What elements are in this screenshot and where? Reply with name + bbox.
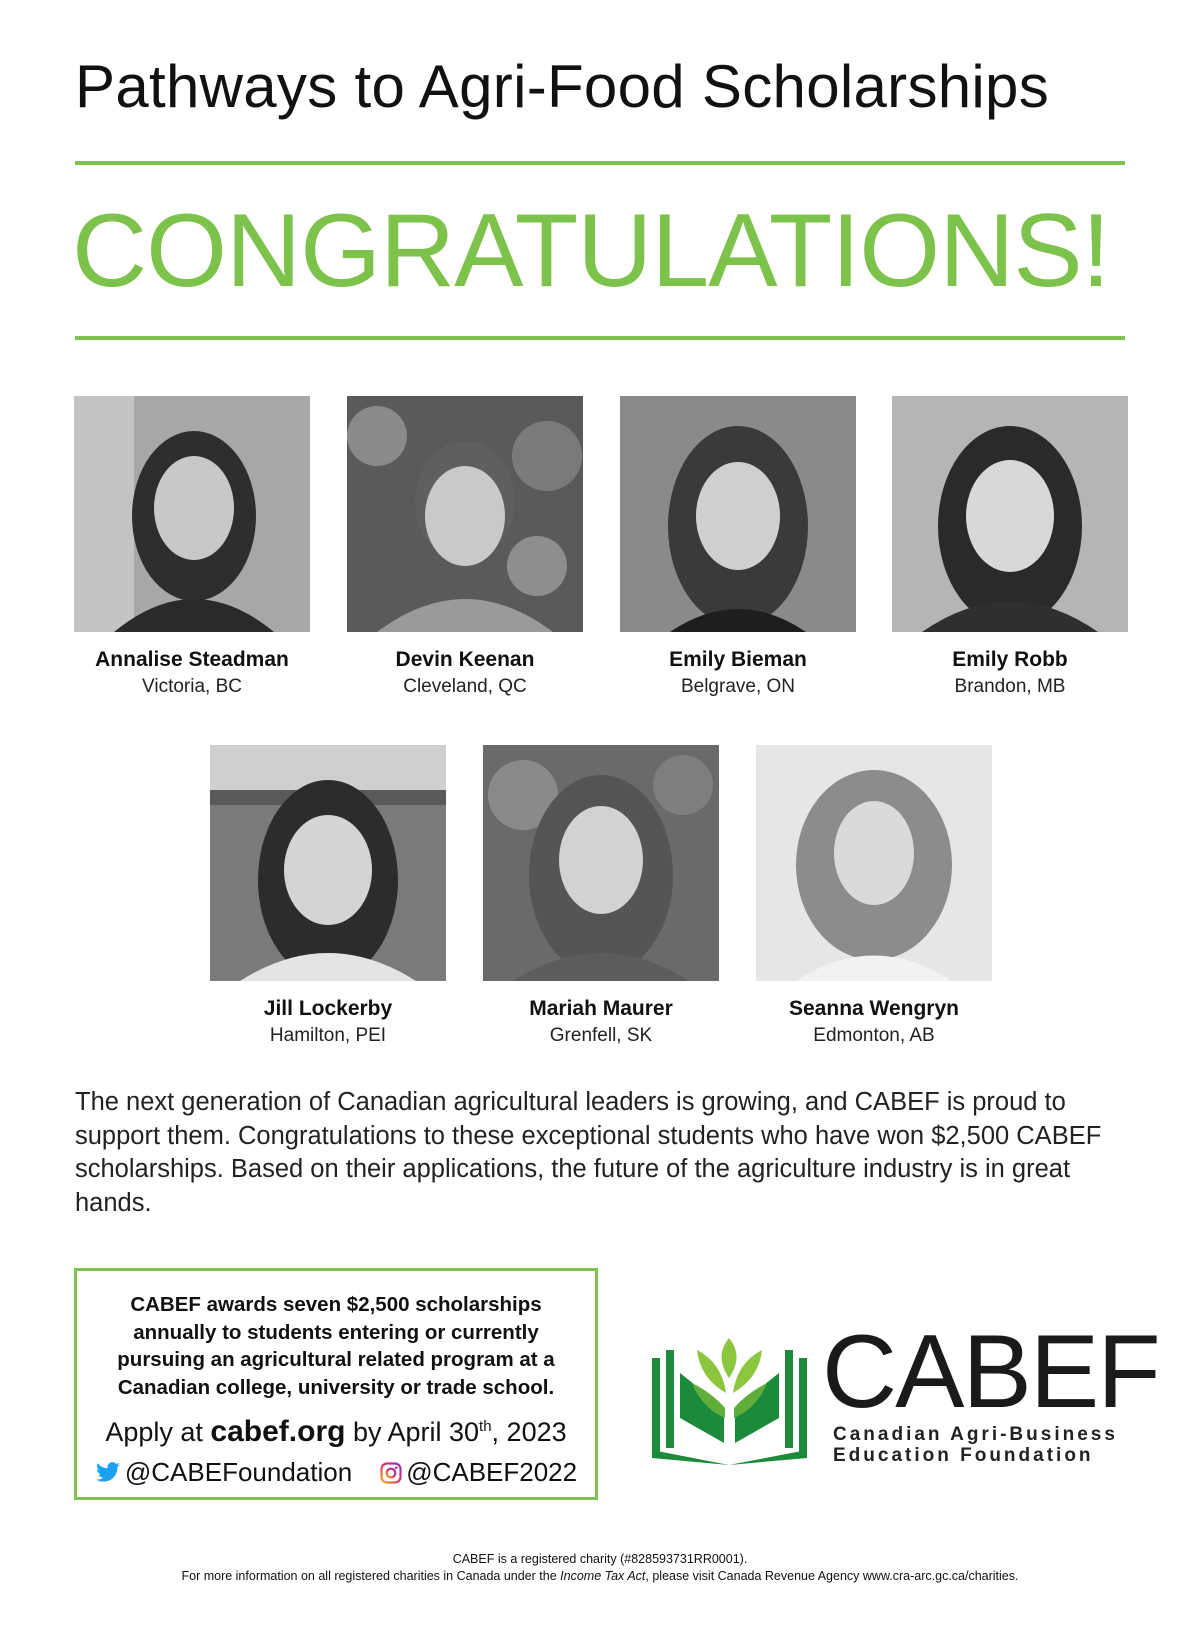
- bottom-divider: [75, 336, 1125, 340]
- top-divider: [75, 161, 1125, 165]
- recipient-name: Jill Lockerby: [263, 997, 393, 1020]
- apply-year: , 2023: [491, 1417, 567, 1447]
- recipient-photo: [483, 745, 719, 981]
- recipient-name: Emily Bieman: [669, 648, 807, 671]
- recipient-location: Grenfell, SK: [549, 1025, 653, 1046]
- recipient-card: [756, 745, 992, 1047]
- charity-info-pre: For more information on all registered charities in Canada under the: [181, 1569, 561, 1583]
- recipient-location: Edmonton, AB: [813, 1025, 935, 1046]
- recipient-location: Cleveland, QC: [403, 676, 527, 697]
- intro-paragraph: The next generation of Canadian agricultural leaders is growing, and CABEF is proud to support them. Congratulations to these exceptional students who have won $2,500 CABEF scholarships. Based on their applications, the future of the agriculture industry is in great hands.: [75, 1088, 1102, 1217]
- recipient-card: [892, 396, 1128, 698]
- charity-registration: CABEF is a registered charity (#828593731RR0001).: [452, 1552, 748, 1566]
- recipient-name: Devin Keenan: [395, 648, 535, 671]
- twitter-link[interactable]: [95, 1457, 352, 1488]
- charity-info: [0, 1568, 1200, 1585]
- instagram-link[interactable]: [380, 1457, 577, 1488]
- apply-website-link[interactable]: cabef.org: [210, 1415, 346, 1448]
- recipient-name: Mariah Maurer: [529, 997, 673, 1020]
- recipient-card: [620, 396, 856, 698]
- recipient-name: Emily Robb: [952, 648, 1068, 671]
- recipient-photo: [347, 396, 583, 632]
- cabef-full-name: [833, 1424, 1118, 1466]
- recipient-location: Victoria, BC: [142, 676, 242, 697]
- cabef-book-logo-icon: [652, 1338, 807, 1465]
- recipient-location: Belgrave, ON: [680, 676, 796, 697]
- apply-line: [77, 1415, 595, 1449]
- instagram-handle: @CABEF2022: [406, 1457, 578, 1487]
- cabef-subline-2: Education Foundation: [833, 1445, 1094, 1466]
- scholarship-description: CABEF awards seven $2,500 scholarships annually to students entering or currently pursuing an agricultural related program at a Canadian college, university or trade school.: [117, 1293, 555, 1399]
- page-title: Pathways to Agri-Food Scholarships: [75, 53, 1050, 120]
- recipient-photo: [620, 396, 856, 632]
- cabef-subline-1: Canadian Agri-Business: [833, 1424, 1118, 1445]
- congratulations-headline: CONGRATULATIONS!: [72, 193, 1110, 309]
- recipient-name: Annalise Steadman: [95, 648, 289, 671]
- recipient-photo: [74, 396, 310, 632]
- recipient-photo: [210, 745, 446, 981]
- income-tax-act: Income Tax Act: [560, 1569, 646, 1583]
- recipient-card: [74, 396, 310, 698]
- recipient-photo: [756, 745, 992, 981]
- recipient-location: Brandon, MB: [954, 676, 1066, 697]
- charity-info-post: , please visit Canada Revenue Agency www.cra-arc.gc.ca/charities.: [645, 1569, 1019, 1583]
- apply-deadline: by April 30: [345, 1417, 480, 1447]
- cabef-wordmark: CABEF: [822, 1314, 1159, 1430]
- twitter-handle: @CABEFoundation: [124, 1457, 353, 1487]
- footer: [0, 1551, 1200, 1585]
- recipient-card: [483, 745, 719, 1047]
- recipient-card: [347, 396, 583, 698]
- instagram-icon: [380, 1462, 402, 1484]
- scholarship-info-box: [74, 1268, 598, 1500]
- recipient-name: Seanna Wengryn: [789, 997, 959, 1020]
- twitter-bird-icon: [95, 1462, 121, 1484]
- apply-deadline-suffix: th: [479, 1418, 492, 1435]
- social-links: [77, 1457, 595, 1488]
- recipient-photo: [892, 396, 1128, 632]
- recipient-card: [210, 745, 446, 1047]
- apply-prefix: Apply at: [105, 1417, 211, 1447]
- recipient-location: Hamilton, PEI: [269, 1025, 387, 1046]
